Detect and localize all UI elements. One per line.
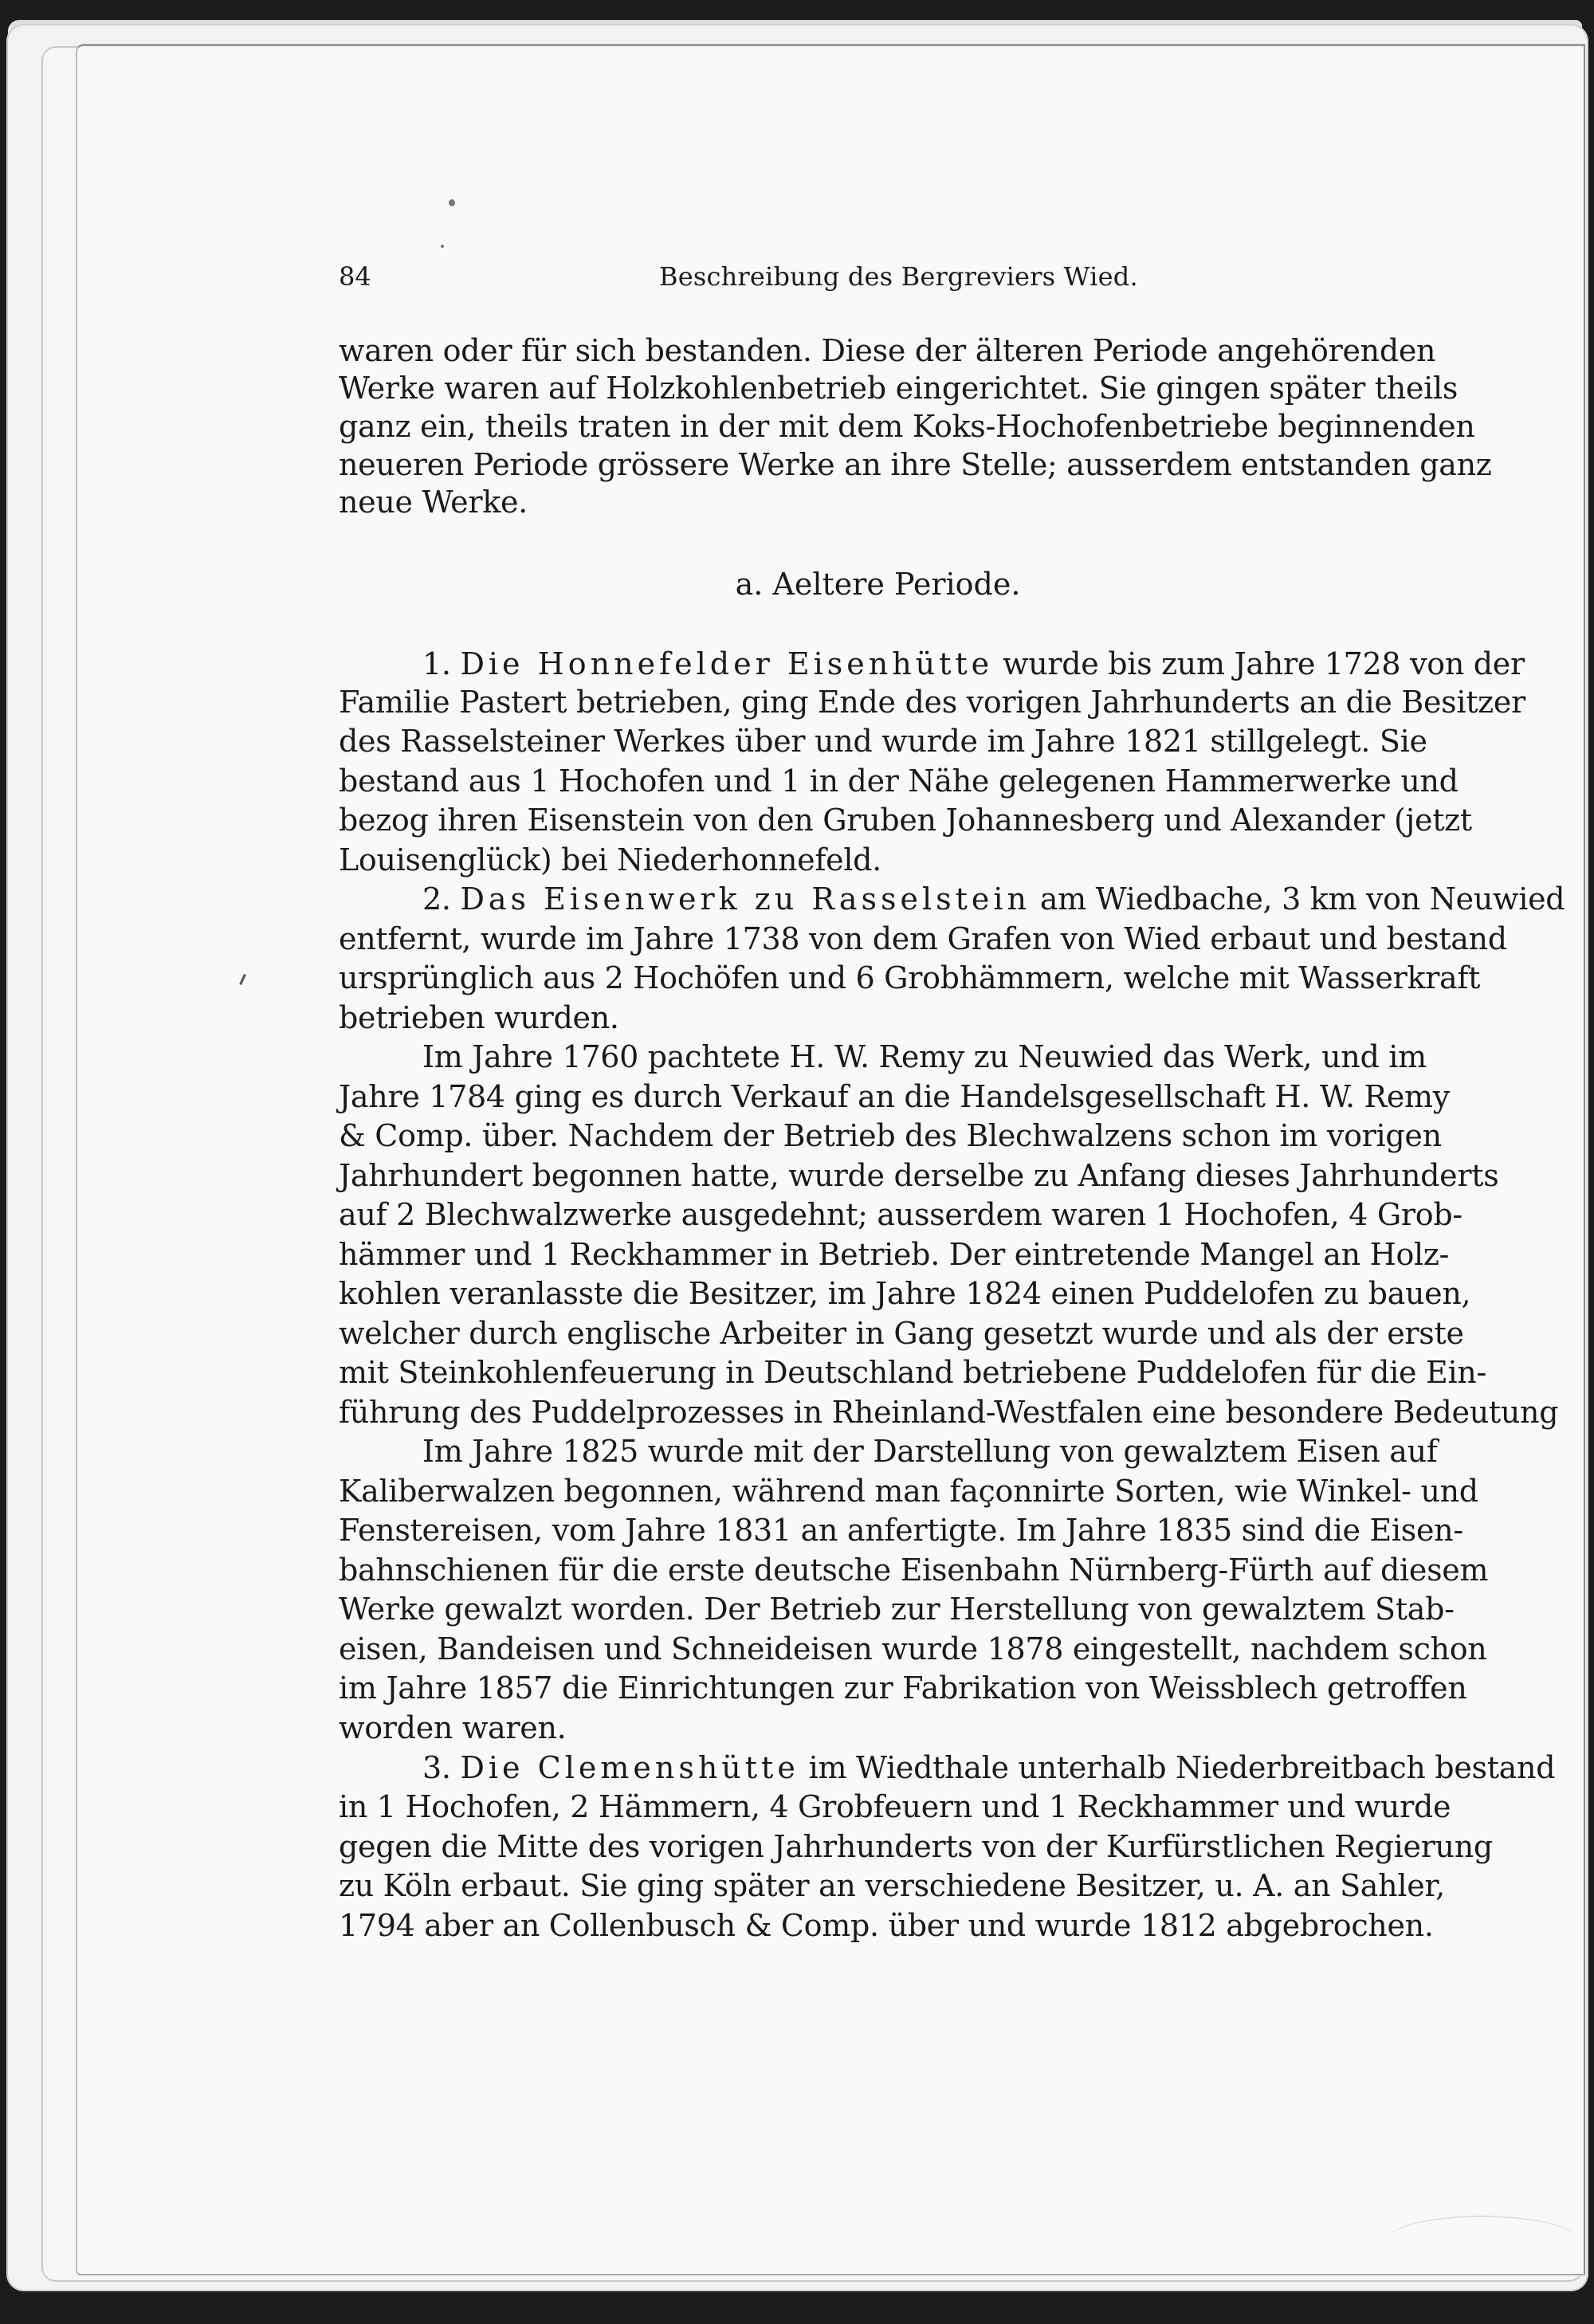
text-line: Kaliberwalzen begonnen, während man façonnirte Sorten, wie Winkel- und [339,1474,1478,1509]
text-line: worden waren. [339,1710,567,1745]
text-line: & Comp. über. Nachdem der Betrieb des Blechwalzens schon im vorigen [339,1118,1442,1153]
text-line: bahnschienen für die erste deutsche Eisenbahn Nürnberg-Fürth auf diesem [339,1553,1489,1588]
text-line: waren oder für sich bestanden. Diese der älteren Periode angehörenden [339,333,1436,368]
text-line: kohlen veranlasste die Besitzer, im Jahre 1824 einen Puddelofen zu bauen, [339,1276,1471,1311]
text-line: eisen, Bandeisen und Schneideisen wurde 1878 eingestellt, nachdem schon [339,1631,1487,1666]
page-curl-shadow [1387,2216,1578,2265]
running-title: Beschreibung des Bergreviers Wied. [659,261,1138,292]
paragraph-first-line: Im Jahre 1760 pachtete H. W. Remy zu Neuwied das Werk, und im [422,1039,1427,1074]
text-line: bestand aus 1 Hochofen und 1 in der Nähe gelegenen Hammerwerke und [339,764,1459,799]
paper-speck [449,199,455,206]
paragraph-first-line [339,880,1565,918]
text-line: mit Steinkohlenfeuerung in Deutschland betriebene Puddelofen für die Ein- [339,1355,1487,1390]
text-line: Fenstereisen, vom Jahre 1831 an anfertigte. Im Jahre 1835 sind die Eisen- [339,1513,1463,1548]
text-line: Familie Pastert betrieben, ging Ende des vorigen Jahrhunderts an die Besitzer [339,685,1525,720]
paragraph-first-line [339,645,1525,683]
text-line: gegen die Mitte des vorigen Jahrhunderts von der Kurfürstlichen Regierung [339,1829,1493,1864]
text-line: entfernt, wurde im Jahre 1738 von dem Grafen von Wied erbaut und bestand [339,921,1507,956]
text-line: Werke gewalzt worden. Der Betrieb zur Herstellung von gewalztem Stab- [339,1592,1455,1627]
text-line: Werke waren auf Holzkohlenbetrieb eingerichtet. Sie gingen später theils [339,371,1459,406]
first-line-text: wurde bis zum Jahre 1728 von der [1002,646,1525,681]
text-line: ganz ein, theils traten in der mit dem Koks-Hochofenbetriebe beginnenden [339,409,1475,444]
text-line: 1794 aber an Collenbusch & Comp. über und wurde 1812 abgebrochen. [339,1908,1434,1943]
works-name: Die Honnefelder Eisenhütte [460,646,994,681]
text-line: ursprünglich aus 2 Hochöfen und 6 Grobhämmern, welche mit Wasserkraft [339,960,1481,995]
first-line-text: im Wiedthale unterhalb Niederbreitbach bestand [808,1750,1556,1785]
paragraph-first-line: Im Jahre 1825 wurde mit der Darstellung von gewalztem Eisen auf [422,1434,1438,1469]
page-number: 84 [339,261,371,292]
text-line: Jahrhundert begonnen hatte, wurde derselbe zu Anfang dieses Jahrhunderts [339,1158,1499,1193]
running-header [339,259,1417,294]
text-line: betrieben wurden. [339,1000,619,1035]
item-number: 2. [422,881,451,917]
text-line: führung des Puddelprozesses in Rheinland-Westfalen eine besondere Bedeutung [339,1395,1559,1430]
first-line-text: am Wiedbache, 3 km von Neuwied [1039,881,1565,917]
text-line: Louisenglück) bei Niederhonnefeld. [339,842,881,877]
text-line: neue Werke. [339,485,528,520]
section-heading: a. Aeltere Periode. [735,567,1021,602]
item-number: 1. [422,646,451,681]
text-line: hämmer und 1 Reckhammer in Betrieb. Der eintretende Mangel an Holz- [339,1237,1450,1272]
text-line: auf 2 Blechwalzwerke ausgedehnt; ausserdem waren 1 Hochofen, 4 Grob- [339,1197,1462,1232]
item-number: 3. [422,1750,451,1785]
works-name: Das Eisenwerk zu Rasselstein [460,881,1031,917]
text-line: neueren Periode grössere Werke an ihre Stelle; ausserdem entstanden ganz [339,447,1492,482]
paper-speck [441,245,444,248]
text-line: Jahre 1784 ging es durch Verkauf an die Handelsgesellschaft H. W. Remy [339,1079,1450,1114]
works-name: Die Clemenshütte [460,1750,799,1785]
text-line: bezog ihren Eisenstein von den Gruben Johannesberg und Alexander (jetzt [339,803,1472,838]
paragraph-first-line [339,1749,1556,1787]
text-line: des Rasselsteiner Werkes über und wurde im Jahre 1821 stillgelegt. Sie [339,724,1427,759]
text-line: zu Köln erbaut. Sie ging später an verschiedene Besitzer, u. A. an Sahler, [339,1868,1445,1903]
text-line: welcher durch englische Arbeiter in Gang gesetzt wurde und als der erste [339,1316,1464,1351]
text-line: im Jahre 1857 die Einrichtungen zur Fabrikation von Weissblech getroffen [339,1670,1467,1706]
text-line: in 1 Hochofen, 2 Hämmern, 4 Grobfeuern und 1 Reckhammer und wurde [339,1789,1451,1824]
